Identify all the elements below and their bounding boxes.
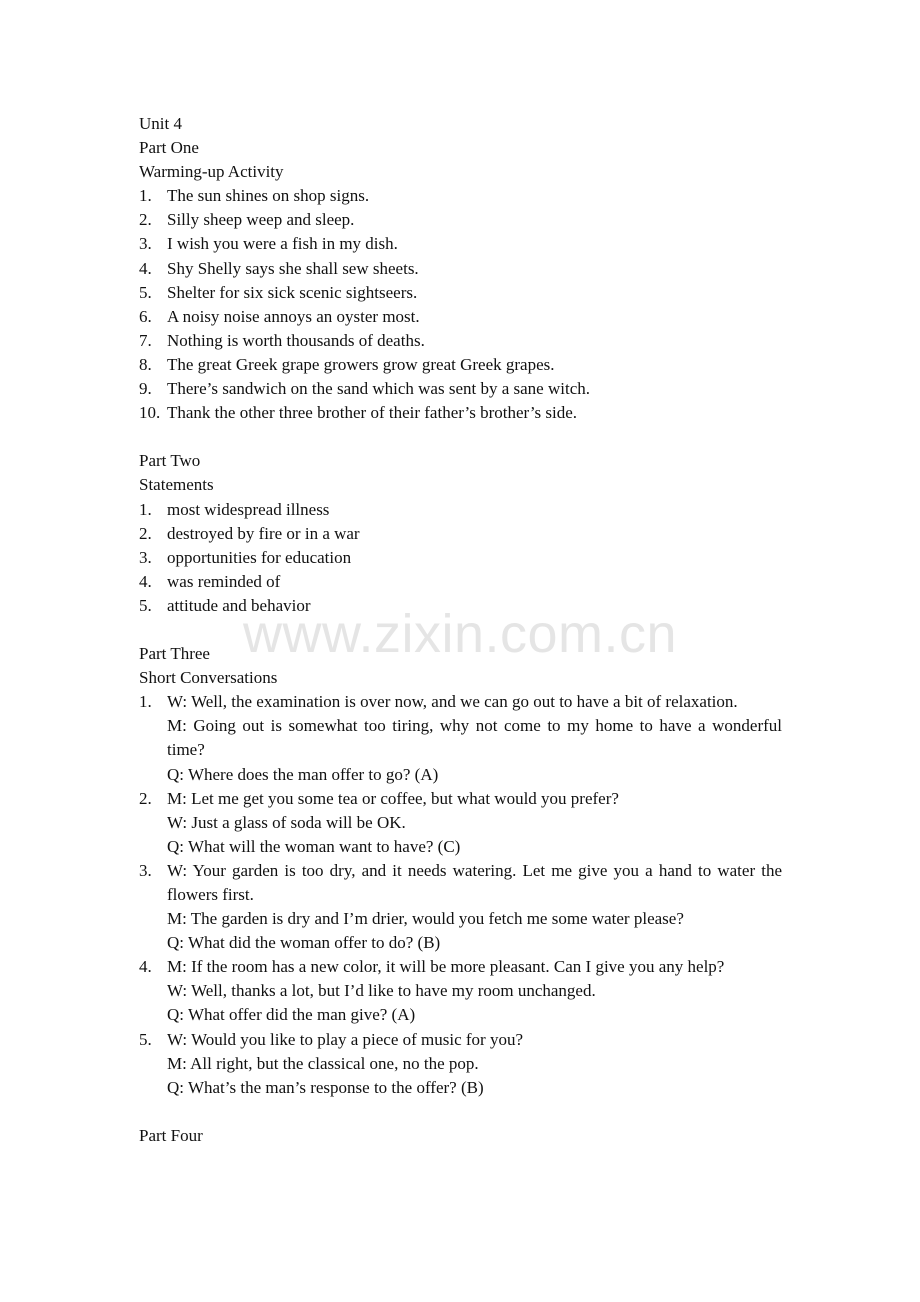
list-item: [139, 522, 782, 546]
conversation-line: M: If the room has a new color, it will be more pleasant. Can I give you any help?: [167, 957, 725, 977]
spacer: [139, 1100, 782, 1124]
item-number: 3.: [139, 547, 152, 567]
part-three-heading: Part Three: [139, 644, 210, 664]
list-item: [139, 184, 782, 208]
conversation-item: [139, 787, 782, 859]
item-number: 2.: [139, 210, 152, 230]
item-number: 3.: [139, 860, 152, 880]
part-two-subheading: Statements: [139, 475, 214, 495]
conversation-item: [139, 955, 782, 1027]
item-text: Shy Shelly says she shall sew sheets.: [167, 258, 419, 278]
item-number: 9.: [139, 379, 152, 399]
conversation-line: W: Well, the examination is over now, and we can go out to have a bit of relaxation.: [167, 692, 738, 712]
list-item: [139, 329, 782, 353]
conversation-question: Q: What will the woman want to have? (C): [167, 836, 461, 856]
conversation-question: Q: What did the woman offer to do? (B): [167, 933, 441, 953]
conversation-line: W: Well, thanks a lot, but I’d like to have my room unchanged.: [167, 981, 596, 1001]
item-number: 4.: [139, 258, 152, 278]
list-item: [139, 208, 782, 232]
item-text: There’s sandwich on the sand which was sent by a sane witch.: [167, 379, 590, 399]
item-number: 2.: [139, 788, 152, 808]
conversation-item: [139, 690, 782, 786]
list-item: [139, 353, 782, 377]
conversation-item: [139, 859, 782, 955]
part-four-heading: Part Four: [139, 1125, 203, 1145]
item-number: 2.: [139, 523, 152, 543]
part-one-subheading: Warming-up Activity: [139, 162, 284, 182]
item-text: Shelter for six sick scenic sightseers.: [167, 282, 418, 302]
item-text: The great Greek grape growers grow great Greek grapes.: [167, 354, 555, 374]
item-number: 8.: [139, 354, 152, 374]
item-text: I wish you were a fish in my dish.: [167, 234, 398, 254]
conversation-line: W: Your garden is too dry, and it needs watering. Let me give you a hand to water the flowers first.: [167, 860, 782, 904]
conversation-line: M: Going out is somewhat too tiring, why not come to my home to have a wonderful time?: [167, 716, 782, 760]
conversation-line: W: Just a glass of soda will be OK.: [167, 812, 406, 832]
list-item: [139, 401, 782, 425]
conversation-line: M: All right, but the classical one, no the pop.: [167, 1053, 479, 1073]
unit-title: Unit 4: [139, 114, 182, 133]
part-three-list: [139, 690, 782, 1100]
item-number: 5.: [139, 282, 152, 302]
conversation-line: M: The garden is dry and I’m drier, would you fetch me some water please?: [167, 909, 684, 929]
item-number: 1.: [139, 186, 152, 206]
item-number: 6.: [139, 306, 152, 326]
item-number: 7.: [139, 330, 152, 350]
item-number: 5.: [139, 1029, 152, 1049]
spacer: [139, 425, 782, 449]
item-text: attitude and behavior: [167, 595, 311, 615]
item-text: destroyed by fire or in a war: [167, 523, 360, 543]
part-one-list: [139, 184, 782, 425]
part-two-list: [139, 498, 782, 618]
spacer: [139, 618, 782, 642]
conversation-question: Q: What offer did the man give? (A): [167, 1005, 416, 1025]
item-number: 4.: [139, 571, 152, 591]
item-number: 1.: [139, 499, 152, 519]
part-one-heading: Part One: [139, 138, 199, 158]
item-text: opportunities for education: [167, 547, 352, 567]
conversation-item: [139, 1028, 782, 1100]
document-page: [139, 112, 782, 1148]
list-item: [139, 305, 782, 329]
list-item: [139, 570, 782, 594]
item-text: A noisy noise annoys an oyster most.: [167, 306, 420, 326]
item-text: most widespread illness: [167, 499, 330, 519]
item-text: Silly sheep weep and sleep.: [167, 210, 355, 230]
part-three-subheading: Short Conversations: [139, 668, 278, 688]
watermark: www.zixin.com.cn: [242, 604, 678, 664]
conversation-question: Q: What’s the man’s response to the offer? (B): [167, 1077, 484, 1097]
item-number: 5.: [139, 595, 152, 615]
item-text: The sun shines on shop signs.: [167, 186, 370, 206]
list-item: [139, 498, 782, 522]
list-item: [139, 257, 782, 281]
list-item: [139, 281, 782, 305]
item-number: 1.: [139, 692, 152, 712]
list-item: [139, 232, 782, 256]
item-text: was reminded of: [167, 571, 281, 591]
conversation-line: W: Would you like to play a piece of music for you?: [167, 1029, 524, 1049]
item-text: Nothing is worth thousands of deaths.: [167, 330, 425, 350]
part-two-heading: Part Two: [139, 451, 201, 471]
conversation-line: M: Let me get you some tea or coffee, but what would you prefer?: [167, 788, 619, 808]
list-item: [139, 377, 782, 401]
list-item: [139, 594, 782, 618]
item-number: 10.: [139, 403, 161, 423]
item-number: 4.: [139, 957, 152, 977]
list-item: [139, 546, 782, 570]
conversation-question: Q: Where does the man offer to go? (A): [167, 764, 439, 784]
item-text: Thank the other three brother of their father’s brother’s side.: [167, 403, 578, 423]
item-number: 3.: [139, 234, 152, 254]
